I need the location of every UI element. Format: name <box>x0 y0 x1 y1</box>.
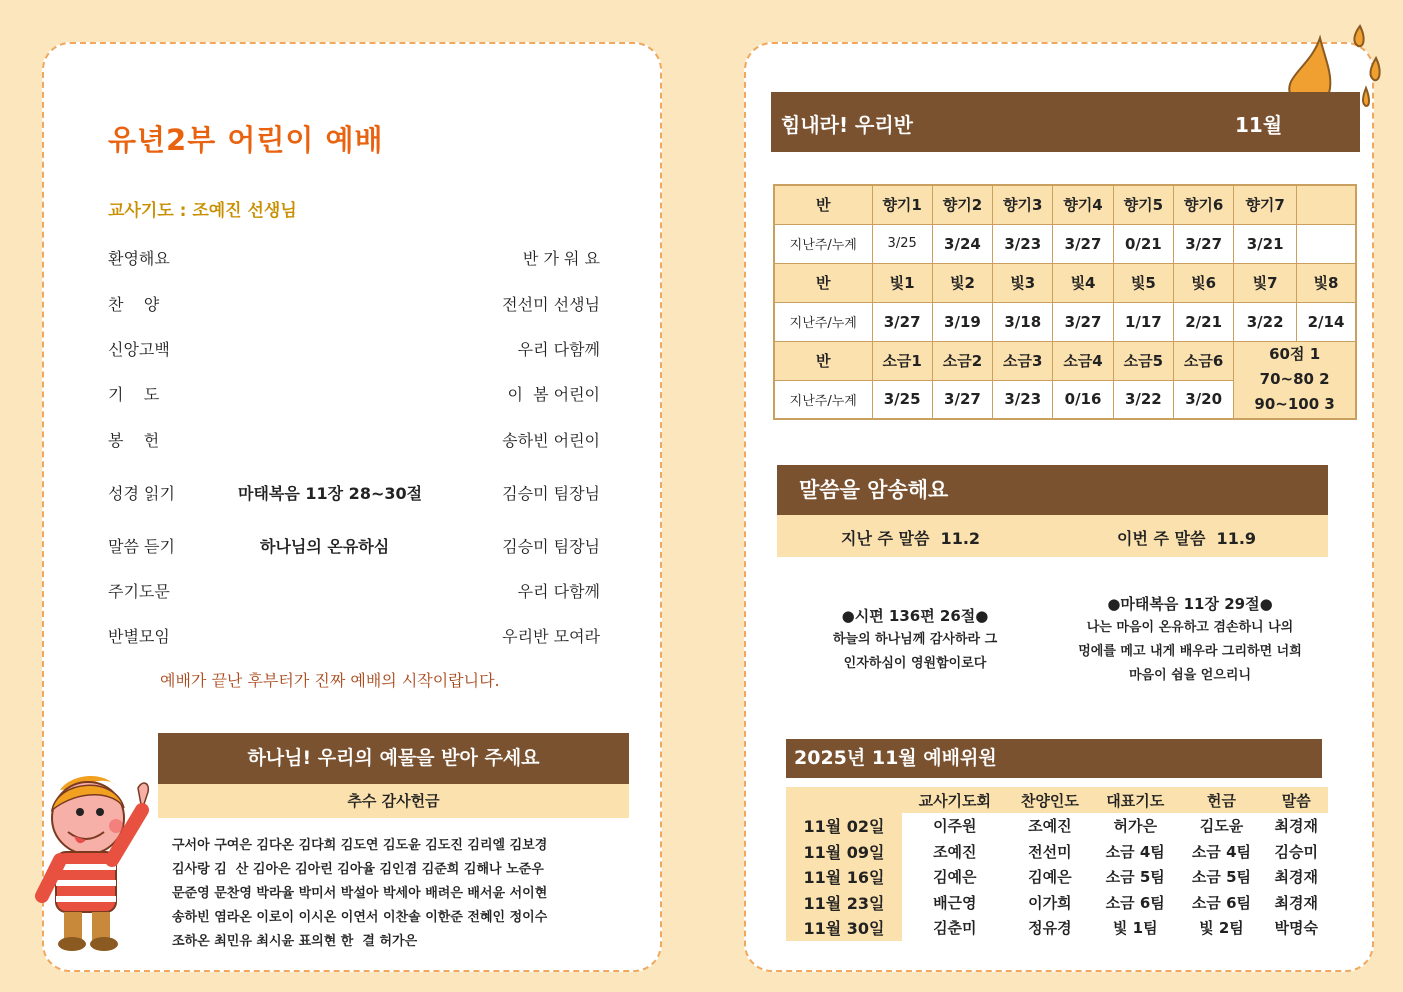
class-name: 향기5 <box>1113 185 1173 224</box>
column-header: 헌금 <box>1178 787 1264 813</box>
order-detail: 마태복음 11장 28~30절 <box>238 484 423 503</box>
order-person: 우리 다함께 <box>517 340 600 359</box>
offering-subtitle: 추수 감사헌금 <box>158 784 629 818</box>
class-name: 향기2 <box>932 185 992 224</box>
page-title: 유년2부 어린이 예배 <box>108 123 384 157</box>
stat-value: 3/27 <box>1053 224 1113 263</box>
staff-cell: 김예은 <box>1028 868 1072 887</box>
stat-value: 2/14 <box>1297 302 1356 341</box>
class-name: 빛2 <box>932 263 992 302</box>
staff-cell: 허가은 <box>1113 817 1157 836</box>
staff-cell: 최경재 <box>1274 817 1319 836</box>
staff-date: 11월 09일 <box>786 839 902 865</box>
teacher-prayer: 교사기도 : 조예진 선생님 <box>108 201 297 221</box>
verse-line: 멍에를 메고 내게 배우라 그리하면 너희 <box>1078 644 1302 659</box>
stat-value: 3/24 <box>932 224 992 263</box>
order-label: 성경 읽기 <box>108 484 175 503</box>
row-label: 반 <box>774 263 872 302</box>
class-name: 향기6 <box>1173 185 1233 224</box>
staff-cell: 소금 6팀 <box>1105 893 1165 912</box>
offering-line: 김사랑 김 산 김아은 김아린 김아율 김인겸 김준희 김해나 노준우 <box>172 862 544 877</box>
staff-cell: 이가희 <box>1028 893 1072 912</box>
offering-header: 하나님! 우리의 예물을 받아 주세요 <box>158 733 629 784</box>
staff-date: 11월 02일 <box>786 813 902 839</box>
offering-line: 조하온 최민유 최시윤 표의현 한 결 허가은 <box>172 934 418 949</box>
verse-reference: ●시편 136편 26절● <box>841 607 989 625</box>
order-row <box>108 428 600 452</box>
column-header: 대표기도 <box>1092 787 1178 813</box>
staff-cell: 배근영 <box>933 893 977 912</box>
order-label: 말씀 듣기 <box>108 537 175 556</box>
last-week-verse-box <box>800 604 1030 676</box>
stat-value: 3/23 <box>993 380 1053 419</box>
order-row <box>108 534 600 558</box>
staff-header: 2025년 11월 예배위원 <box>786 739 1322 778</box>
stat-value: 3/21 <box>1234 224 1297 263</box>
order-person: 이 봄 어린이 <box>507 385 600 404</box>
class-attendance-table <box>773 184 1357 420</box>
staff-cell: 박명숙 <box>1274 919 1319 938</box>
class-header-bar <box>771 92 1360 152</box>
closing-message: 예배가 끝난 후부터가 진짜 예배의 시작이랍니다. <box>160 671 500 690</box>
order-person: 김승미 팀장님 <box>502 537 600 556</box>
class-name: 향기1 <box>872 185 932 224</box>
staff-cell: 이주원 <box>933 817 977 836</box>
class-name: 소금2 <box>932 341 992 380</box>
staff-cell: 최경재 <box>1274 893 1319 912</box>
offering-names <box>172 834 612 954</box>
verse-header: 말씀을 암송해요 <box>777 465 1328 515</box>
table-row <box>786 839 1328 865</box>
stat-value: 3/27 <box>1173 224 1233 263</box>
stat-label: 지난주/누계 <box>774 302 872 341</box>
order-row <box>108 481 600 505</box>
class-name: 빛4 <box>1053 263 1113 302</box>
staff-cell: 김예은 <box>933 868 977 887</box>
class-name: 빛6 <box>1173 263 1233 302</box>
class-name: 빛1 <box>872 263 932 302</box>
order-label: 신앙고백 <box>108 340 170 359</box>
staff-cell: 소금 4팀 <box>1191 842 1252 861</box>
staff-cell: 빛 1팀 <box>1112 919 1158 938</box>
class-name: 빛7 <box>1234 263 1297 302</box>
order-row <box>108 382 600 406</box>
staff-cell: 최경재 <box>1274 868 1319 887</box>
class-header-month: 11월 <box>1235 113 1283 137</box>
offering-line: 구서아 구여은 김다온 김다희 김도연 김도윤 김도진 김리엘 김보경 <box>172 838 548 853</box>
order-row <box>108 579 600 603</box>
column-header: 찬양인도 <box>1008 787 1093 813</box>
last-week-verse: 지난 주 말씀 11.2 <box>841 529 981 548</box>
class-name: 소금4 <box>1053 341 1113 380</box>
order-label: 환영해요 <box>108 249 170 268</box>
table-row <box>786 915 1328 941</box>
this-week-verse: 이번 주 말씀 11.9 <box>1117 529 1257 548</box>
table-row <box>774 185 1356 224</box>
class-name <box>1297 185 1356 224</box>
staff-cell: 김승미 <box>1274 842 1319 861</box>
stat-value: 3/18 <box>993 302 1053 341</box>
staff-cell: 조예진 <box>1028 817 1072 836</box>
order-person: 전선미 선생님 <box>502 295 600 314</box>
stat-label: 지난주/누계 <box>774 224 872 263</box>
order-label: 기 도 <box>108 385 160 404</box>
column-header: 말씀 <box>1265 787 1328 813</box>
staff-cell: 정유경 <box>1028 919 1072 938</box>
offering-line: 문준영 문찬영 박라율 박미서 박설아 박세아 배려은 배서윤 서이현 <box>172 886 548 901</box>
order-person: 반 가 워 요 <box>522 249 600 268</box>
stat-value: 3/20 <box>1173 380 1233 419</box>
stat-value: 3/25 <box>872 380 932 419</box>
staff-cell: 전선미 <box>1028 842 1072 861</box>
table-row <box>774 263 1356 302</box>
stat-value: 3/19 <box>932 302 992 341</box>
stat-value: 3/27 <box>932 380 992 419</box>
staff-cell: 빛 2팀 <box>1199 919 1244 938</box>
class-name: 소금3 <box>993 341 1053 380</box>
verse-reference: ●마태복음 11장 29절● <box>1107 595 1273 613</box>
stat-value: 3/25 <box>872 224 932 263</box>
class-name: 빛8 <box>1297 263 1356 302</box>
staff-cell: 소금 4팀 <box>1105 842 1165 861</box>
class-name: 소금5 <box>1113 341 1173 380</box>
table-row <box>786 864 1328 890</box>
class-header-title: 힘내라! 우리반 <box>781 113 914 137</box>
stat-value: 3/22 <box>1234 302 1297 341</box>
order-detail: 하나님의 온유하심 <box>260 537 390 556</box>
staff-cell: 김춘미 <box>933 919 977 938</box>
legend-line: 90~100 3 <box>1254 395 1335 414</box>
class-name: 빛5 <box>1113 263 1173 302</box>
order-person: 김승미 팀장님 <box>502 484 600 503</box>
this-week-verse-box <box>1050 592 1330 688</box>
class-name: 소금1 <box>872 341 932 380</box>
table-row <box>786 890 1328 916</box>
verse-line: 인자하심이 영원함이로다 <box>843 656 987 671</box>
class-name: 향기4 <box>1053 185 1113 224</box>
column-header <box>786 787 902 813</box>
offering-line: 송하빈 염라온 이로이 이시온 이연서 이찬솔 이한준 전혜인 정이수 <box>172 910 548 925</box>
staff-date: 11월 23일 <box>786 890 902 916</box>
order-person: 송하빈 어린이 <box>502 431 600 450</box>
class-name: 소금6 <box>1173 341 1233 380</box>
staff-date: 11월 30일 <box>786 915 902 941</box>
stat-value: 1/17 <box>1113 302 1173 341</box>
stat-value: 2/21 <box>1173 302 1233 341</box>
order-person: 우리반 모여라 <box>502 627 600 646</box>
stat-value: 3/27 <box>1053 302 1113 341</box>
worship-staff-table <box>786 787 1328 941</box>
table-header-row <box>786 787 1328 813</box>
score-legend <box>1234 341 1356 419</box>
order-label: 반별모임 <box>108 627 170 646</box>
class-name: 향기7 <box>1234 185 1297 224</box>
order-row <box>108 246 600 270</box>
stat-label: 지난주/누계 <box>774 380 872 419</box>
order-row <box>108 337 600 361</box>
staff-cell: 김도윤 <box>1199 817 1244 836</box>
table-row <box>774 302 1356 341</box>
table-row <box>774 224 1356 263</box>
stat-value: 0/16 <box>1053 380 1113 419</box>
stat-value: 0/21 <box>1113 224 1173 263</box>
class-name: 향기3 <box>993 185 1053 224</box>
stat-value: 3/27 <box>872 302 932 341</box>
legend-line: 70~80 2 <box>1259 370 1330 389</box>
row-label: 반 <box>774 341 872 380</box>
verse-line: 나는 마음이 온유하고 겸손하니 나의 <box>1086 620 1294 635</box>
staff-cell: 소금 6팀 <box>1191 893 1252 912</box>
order-person: 우리 다함께 <box>517 582 600 601</box>
cartoon-boy-illustration <box>20 770 160 955</box>
order-label: 봉 헌 <box>108 431 160 450</box>
class-name: 빛3 <box>993 263 1053 302</box>
staff-cell: 조예진 <box>933 842 977 861</box>
verse-line: 하늘의 하나님께 감사하라 그 <box>832 632 998 647</box>
stat-value <box>1297 224 1356 263</box>
verse-line: 마음이 쉼을 얻으리니 <box>1128 668 1252 683</box>
stat-value: 3/22 <box>1113 380 1173 419</box>
table-row <box>786 813 1328 839</box>
column-header: 교사기도회 <box>902 787 1008 813</box>
row-label: 반 <box>774 185 872 224</box>
order-row <box>108 292 600 316</box>
order-row <box>108 624 600 648</box>
staff-cell: 소금 5팀 <box>1191 868 1252 887</box>
stat-value: 3/23 <box>993 224 1053 263</box>
order-label: 주기도문 <box>108 582 170 601</box>
legend-line: 60점 1 <box>1269 345 1321 364</box>
table-row <box>774 341 1356 380</box>
verse-subheader <box>777 515 1328 557</box>
staff-cell: 소금 5팀 <box>1105 868 1165 887</box>
staff-date: 11월 16일 <box>786 864 902 890</box>
order-label: 찬 양 <box>108 295 160 314</box>
